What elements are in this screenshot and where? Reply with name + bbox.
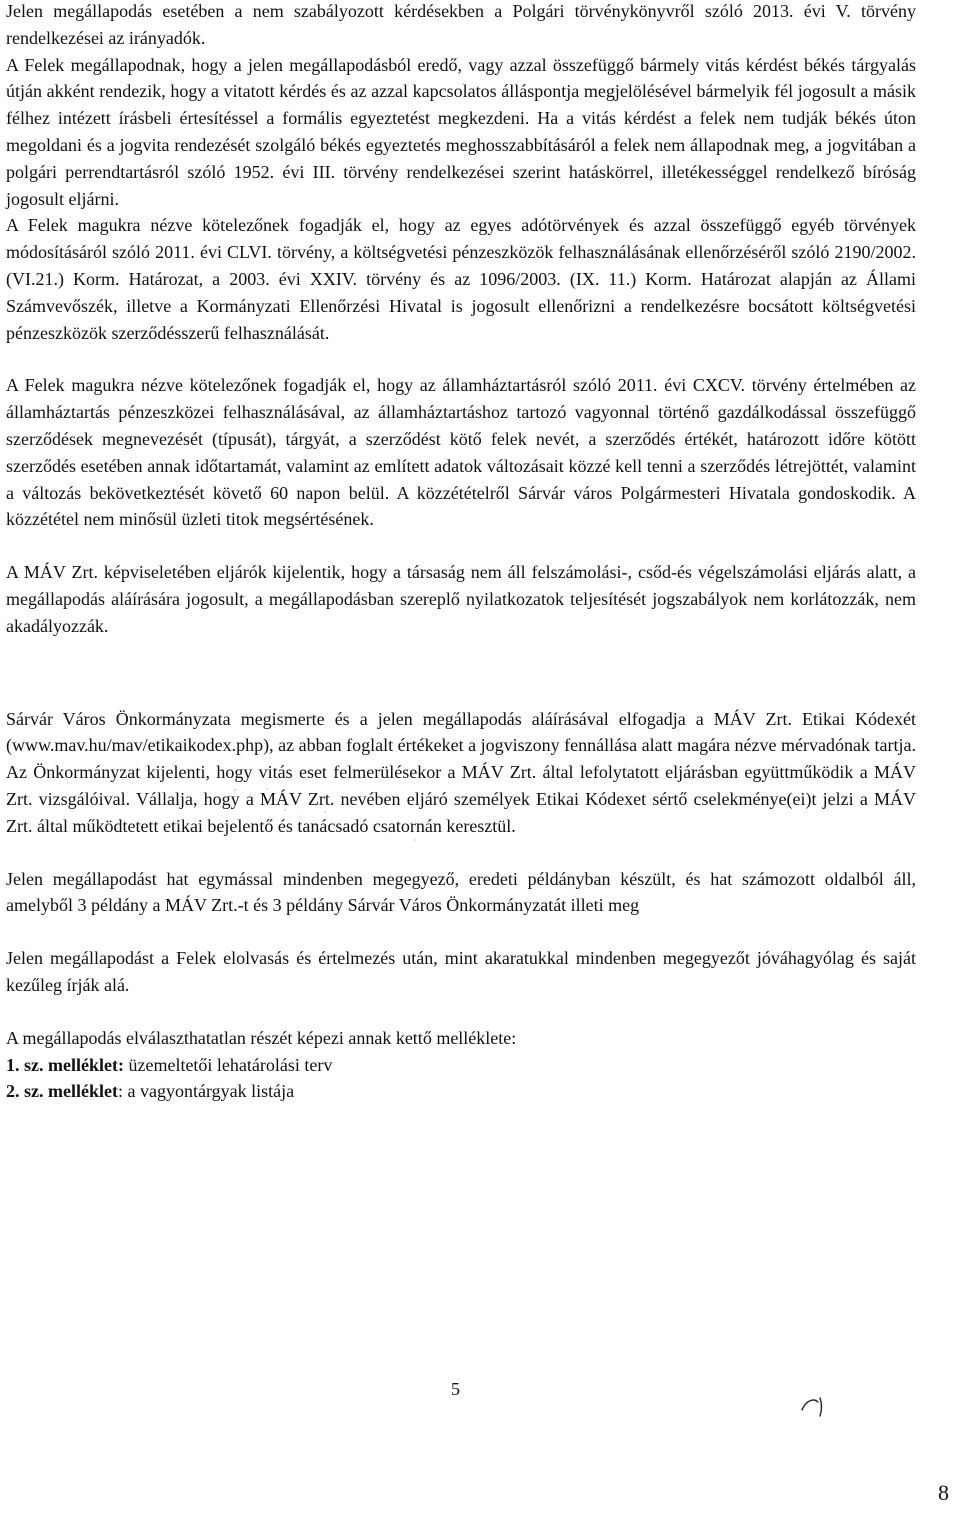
paragraph-signature-approval: Jelen megállapodást a Felek elolvasás és értelmezés után, mint akaratukkal mindenben megegyezőt jóváhagyólag és saját kezűleg írják alá. — [6, 948, 916, 995]
paragraph-dispute-resolution: A Felek megállapodnak, hogy a jelen megállapodásból eredő, vagy azzal összefüggő bármely vitás kérdést békés tárgyalás útján akként rendezik, hogy a vitatott kérdés és az azzal kapcsolatos álláspontja megjelölésével bármelyik fél jogosult a másik félhez intézett írásbeli értesítéssel a formális egyeztetést megkezdeni. Ha a vitás kérdést a felek nem tudják békés úton megoldani és a jogvita rendezését szolgáló békés egyeztetés meghosszabbításáról a felek nem állapodnak meg, a jogvitában a polgári perrendtartásról szóló 1952. évi III. törvény rendelkezései szerint hatáskörrel, illetékességgel rendelkező bíróság jogosult eljárni. — [6, 54, 916, 209]
paragraph-copies: Jelen megállapodást hat egymással mindenben megegyező, eredeti példányban készült, és hat számozott oldalból áll, amelyből 3 példány a MÁV Zrt.-t és 3 példány Sárvár Város Önkormányzatát illeti meg — [6, 868, 916, 916]
paragraph-ethics-code: Sárvár Város Önkormányzata megismerte és a jelen megállapodás aláírásával elfogadja a MÁV Zrt. Etikai Kódexét (www.mav.hu/mav/etikaikodex.php), az abban foglalt értékeket a jogviszony fennállása alatt magára nézve mérvadónak tartja. Az Önkormányzat kijelenti, hogy vitás eset felmerülésekor a MÁV Zrt. által lefolytatott eljárásban együttműködik a MÁV Zrt. vizsgálóival. Vállalja, hogy a MÁV Zrt. nevében eljáró személyek Etikai Kódexet sértő cselekménye(ei)t jelzi a MÁV Zrt. által működtetett etikai bejelentő és tanácsadó csatornán keresztül. — [6, 708, 916, 836]
paragraph-governing-law: Jelen megállapodás esetében a nem szabályozott kérdésekben a Polgári törvénykönyvről szóló 2013. évi V. törvény rendelkezései az irányadók. — [6, 1, 916, 48]
paragraph-publication-obligation: A Felek magukra nézve kötelezőnek fogadják el, hogy az államháztartásról szóló 2011. évi CXCV. törvény értelmében az államháztartás pénzeszközei felhasználásával, az államháztartáshoz tartozó vagyonnal történő gazdálkodással összefüggő szerződések megnevezését (típusát), tárgyát, a szerződést kötő felek nevét, a szerződés értékét, határozott időre kötött szerződés esetében annak időtartamát, valamint az említett adatok változásait közzé kell tenni a szerződés létrejöttét, valamint a változás bekövetkeztését követő 60 napon belül. A közzétételről Sárvár város Polgármesteri Hivatala gondoskodik. A közzététel nem minősül üzleti titok megsértésének. — [6, 375, 916, 530]
page-number: 5 — [451, 1379, 460, 1399]
paragraph-mav-declaration: A MÁV Zrt. képviseletében eljárók kijelentik, hogy a társaság nem áll felszámolási-, csőd-és végelszámolási eljárás alatt, a megállapodás aláírására jogosult, a megállapodásban szereplő nyilatkozatok teljesítését jogszabályok nem korlátozzák, nem akadályozzák. — [6, 562, 916, 636]
paragraph-annex-intro: A megállapodás elválaszthatatlan részét képezi annak kettő melléklete: — [6, 1027, 517, 1048]
scan-smudge — [205, 780, 445, 860]
annex-list — [6, 1052, 916, 1106]
annex-item — [6, 1052, 916, 1079]
annex-label: 1. sz. melléklet: — [6, 1054, 124, 1075]
annex-label: 2. sz. melléklet — [6, 1081, 118, 1102]
annex-item — [6, 1078, 916, 1105]
corner-number: 8 — [938, 1480, 949, 1505]
annex-text: üzemeltetői lehatárolási terv — [123, 1054, 333, 1075]
annex-text: : a vagyontárgyak listája — [117, 1081, 295, 1102]
paragraph-audit-rights: A Felek magukra nézve kötelezőnek fogadják el, hogy az egyes adótörvények és azzal összefüggő egyéb törvények módosításáról szóló 2011. évi CLVI. törvény, a költségvetési pénzeszközök felhasználásának ellenőrzéséről szóló 2190/2002. (VI.21.) Korm. Határozat, a 2003. évi XXIV. törvény és az 1096/2003. (IX. 11.) Korm. Határozat alapján az Állami Számvevőszék, illetve a Kormányzati Ellenőrzési Hivatal is jogosult ellenőrizni a rendelkezésre bocsátott költségvetési pénzeszközök szerződésszerű felhasználását. — [6, 215, 916, 343]
document-page — [6, 0, 916, 1105]
handwritten-initials — [796, 1392, 836, 1418]
